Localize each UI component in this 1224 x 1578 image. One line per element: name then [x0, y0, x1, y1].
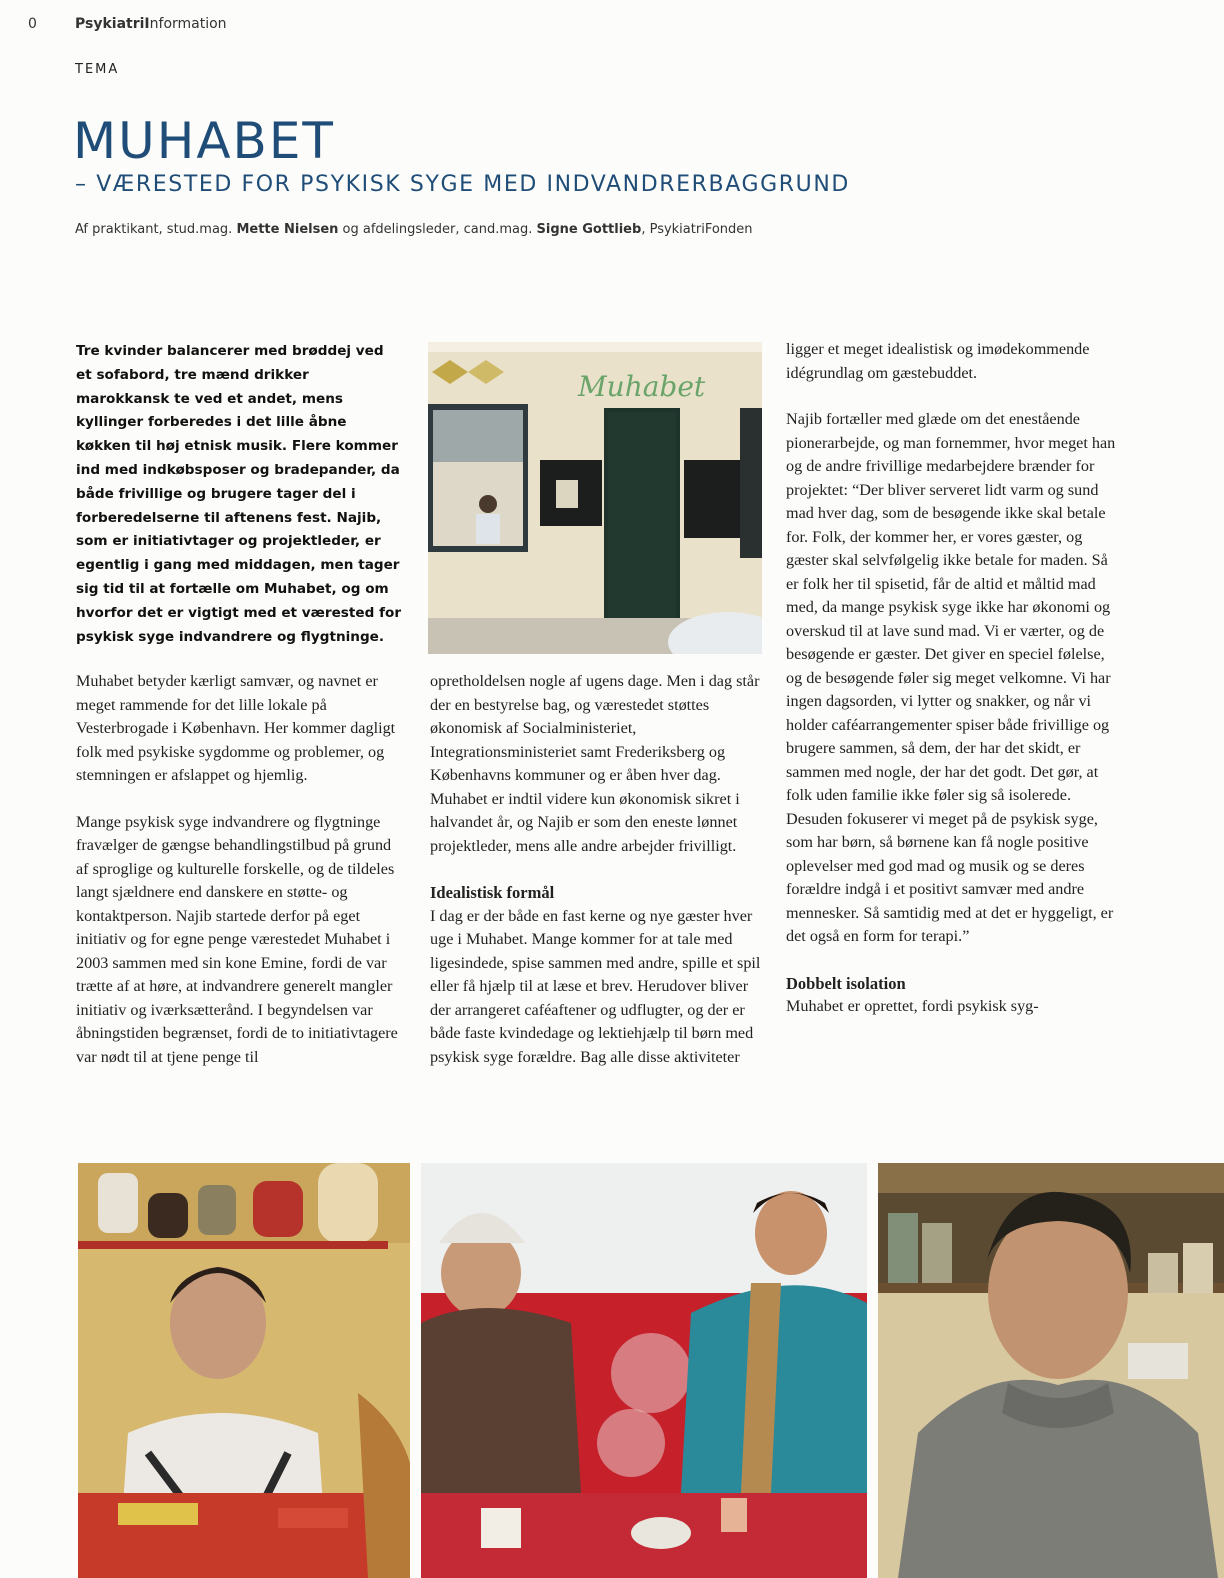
photo-man-in-kitchen [878, 1163, 1224, 1578]
byline-author-2: Signe Gottlieb [536, 222, 642, 237]
byline-middle: og afdelingsleder, cand.mag. [338, 222, 537, 237]
paragraph: ligger et meget idealistisk og imødekommende idégrundlag om gæstebuddet. [786, 340, 1090, 382]
column-2 [430, 670, 765, 1092]
magazine-name [75, 16, 227, 32]
byline-prefix: Af praktikant, stud.mag. [75, 222, 237, 237]
column-3 [786, 338, 1124, 1042]
lead-paragraph: Tre kvinder balancerer med brøddej ved et sofabord, tre mænd drikker marokkansk te ved et andet, mens kyllinger forberedes i det lille åbne køkken til høj etnisk musik. Flere kommer ind med indkøbsposer og bradepander, da både frivillige og brugere tager del i forberedelserne til aftenens fest. Najib, som er initiativtager og projektleder, er egentlig i gang med middagen, men tager sig tid til at fortælle om Muhabet, og om hvorfor det er vigtigt med et værested for psykisk syge indvandrere og flygtninge. [76, 343, 402, 645]
subheading: Idealistisk formål [430, 883, 555, 902]
paragraph: opretholdelsen nogle af ugens dage. Men i dag står der en bestyrelse bag, og værestedet støttes økonomisk af Socialministeriet, Integrationsministeriet samt Frederiksberg og Københavns kommuner og er åben hver dag. Muhabet er indtil videre kun økonomisk sikret i halvandet år, og Najib er som den eneste lønnet projektleder, mens alle andre arbejder frivilligt. [430, 672, 760, 855]
paragraph: Najib fortæller med glæde om det enestående pionerarbejde, og man fornemmer, hvor meget han og de andre frivillige medarbejdere brænder for projektet: “Der bliver serveret lidt varm og sund mad hver dag, som de besøgende ikke skal betale for. Folk, der kommer her, er vores gæster, og gæster skal selvfølgelig ikke betale for maden. Så er folk her til spisetid, får de altid et måltid mad med, da mange psykisk syge ikke har økonomi og overskud til at lave sund mad. Vi er værter, og de besøgende er gæster. Det giver en speciel følelse, og de besøgende føler sig meget velkomne. Vi har ingen dagsorden, vi lytter og snakker, og når vi holder caféarrangementer spiser både frivillige og brugere sammen, så dem, der har det skidt, er sammen med nogle, der har det godt. Det gør, at folk uden familie ikke føler sig så isolerede. Desuden fokuserer vi meget på de psykisk syge, som har børn, så børnene kan få nogle positive oplevelser med god mad og musik og se deres forældre indgå i et positivt samvær med andre mennesker. Så samtidig med at det er hyggeligt, er det også en form for terapi.” [786, 410, 1116, 945]
column-1 [76, 670, 406, 1092]
byline [75, 222, 753, 237]
magazine-name-rest: nformation [149, 16, 227, 32]
photo-two-men-on-sofa [421, 1163, 867, 1578]
paragraph: I dag er der både en fast kerne og nye gæster hver uge i Muhabet. Mange kommer for at tale med ligesindede, spise sammen med andre, spille et spil eller få hjælp til at læse et brev. Herudover bliver der arrangeret caféaftener og udflugter, og der er både faste kvindedage og lektiehjælp til børn med psykisk syge forældre. Bag alle disse aktiviteter [430, 906, 761, 1066]
page-number: 0 [28, 16, 37, 32]
paragraph: Muhabet betyder kærligt samvær, og navnet er meget rammende for det lille lokale på Vesterbrogade i København. Her kommer dagligt folk med psykiske sygdomme og problemer, og stemningen er afslappet og hjemlig. [76, 672, 396, 784]
paragraph: Muhabet er oprettet, fordi psykisk syg- [786, 997, 1039, 1015]
article-subtitle: – VÆRESTED FOR PSYKISK SYGE MED INDVANDRERBAGGRUND [75, 172, 850, 197]
magazine-name-bold: PsykiatriI [75, 16, 150, 32]
paragraph: Mange psykisk syge indvandrere og flygtninge fravælger de gængse behandlingstilbud på grund af sproglige og kulturelle forskelle, og de tildeles langt sjældnere end danskere en støtte- og kontaktperson. Najib startede derfor på eget initiativ og for egne penge værestedet Muhabet i 2003 sammen med sin kone Emine, fordi de var trætte af at høre, at indvandrere generelt mangler initiativ og iværksætterånd. I begyndelsen var åbningstiden begrænset, fordi de to initiativtagere var nødt til at tjene penge til [76, 812, 398, 1066]
byline-suffix: , PsykiatriFonden [641, 222, 753, 237]
storefront-sign: Muhabet [578, 370, 706, 403]
article-title: MUHABET [73, 112, 335, 170]
storefront-photo [428, 342, 762, 654]
photo-woman-at-table [78, 1163, 410, 1578]
section-label: TEMA [75, 62, 120, 77]
subheading: Dobbelt isolation [786, 973, 906, 993]
byline-author-1: Mette Nielsen [236, 222, 339, 237]
